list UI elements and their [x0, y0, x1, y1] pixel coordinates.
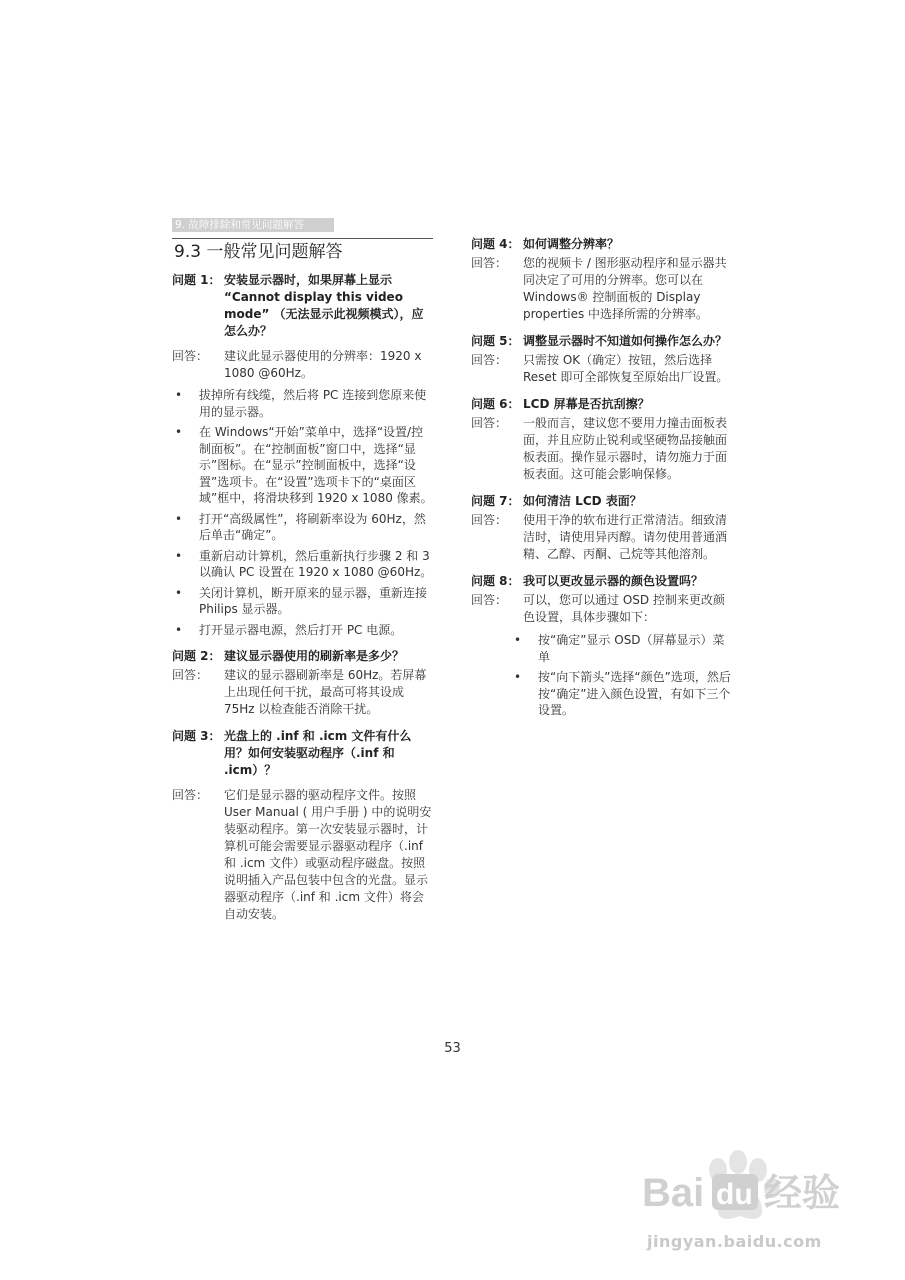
question-label: 问题 5：: [471, 334, 520, 348]
question-8: [471, 573, 733, 590]
left-column: [172, 272, 434, 923]
bullet-icon: •: [514, 670, 522, 684]
answer-8: [471, 592, 733, 626]
question-text: 调整显示器时不知道如何操作怎么办？: [523, 334, 728, 348]
answer-text: 一般而言，建议您不要用力撞击面板表面，并且应防止锐利或坚硬物品接触面板表面。操作显示器时，请勿施力于面板表面。这可能会影响保修。: [523, 416, 728, 481]
answer-label: 回答：: [471, 513, 508, 527]
answer-2: [172, 667, 434, 718]
question-text: 如何调整分辨率？: [523, 237, 620, 251]
question-text: LCD 屏幕是否抗刮擦？: [523, 397, 650, 411]
list-item: • 重新启动计算机，然后重新执行步骤 2 和 3 以确认 PC 设置在 1920 x 1080 @60Hz。: [172, 548, 434, 581]
answer-5: [471, 352, 733, 386]
chapter-tab: 9. 故障排除和常见问题解答: [172, 218, 334, 232]
question-label: 问题 8：: [471, 574, 520, 588]
question-label: 问题 2：: [172, 649, 221, 663]
list-item: • 按“向下箭头”选择“颜色”选项，然后按“确定”进入颜色设置，有如下三个设置。: [511, 669, 733, 719]
bullet-icon: •: [175, 388, 183, 402]
list-item: • 在 Windows“开始”菜单中，选择“设置/控制面板”。在“控制面板”窗口中，选择“显示”图标。在“显示”控制面板中，选择“设置”选项卡。在“设置”选项卡下的“桌面区域”框中，将滑块移到 1920 x 1080 像素。: [172, 424, 434, 507]
answer-label: 回答：: [471, 593, 508, 607]
bullet-icon: •: [175, 622, 183, 637]
question-label: 问题 3：: [172, 729, 221, 743]
question-text: 光盘上的 .inf 和 .icm 文件有什么用？如何安装驱动程序（.inf 和 .icm）？: [224, 729, 412, 777]
page-number: 53: [444, 1041, 461, 1056]
question-label: 问题 1：: [172, 273, 221, 287]
bullet-icon: •: [175, 585, 183, 600]
header-rule: [172, 238, 433, 239]
answer-label: 回答：: [471, 416, 508, 430]
answer-label: 回答：: [471, 256, 508, 270]
answer-7: [471, 512, 733, 563]
answer-text: 它们是显示器的驱动程序文件。按照 User Manual ( 用户手册 ) 中的说明安装驱动程序。第一次安装显示器时，计算机可能会需要显示器驱动程序（.inf 和 .icm 文件）或驱动程序磁盘。按照说明插入产品包装中包含的光盘。显示器驱动程序（.inf 和 .icm 文件）将会自动安装。: [224, 788, 432, 921]
answer-4: [471, 255, 733, 323]
answer-text: 使用干净的软布进行正常清洁。细致清洁时，请使用异丙醇。请勿使用普通酒精、乙醇、丙酮、己烷等其他溶剂。: [523, 513, 728, 561]
logo-text-bai: Bai: [642, 1171, 705, 1214]
question-label: 问题 6：: [471, 397, 520, 411]
list-item: • 打开显示器电源，然后打开 PC 电源。: [172, 622, 434, 639]
watermark-url: jingyan.baidu.com: [647, 1232, 822, 1251]
question-text: 如何清洁 LCD 表面？: [523, 494, 642, 508]
question-6: [471, 396, 733, 413]
answer-3: [172, 787, 434, 923]
question-label: 问题 4：: [471, 237, 520, 251]
section-title: 9.3 一般常见问题解答: [174, 242, 343, 262]
right-column: [471, 236, 733, 723]
answer-label: 回答：: [172, 349, 209, 363]
bullet-icon: •: [514, 633, 522, 647]
question-text: 建议显示器使用的刷新率是多少？: [224, 649, 405, 663]
list-item: • 关闭计算机，断开原来的显示器，重新连接 Philips 显示器。: [172, 585, 434, 618]
question-7: [471, 493, 733, 510]
list-item: • 拔掉所有线缆，然后将 PC 连接到您原来使用的显示器。: [172, 387, 434, 420]
bullet-icon: •: [175, 511, 183, 526]
bullet-icon: •: [175, 425, 183, 439]
question-1: [172, 272, 434, 340]
answer-label: 回答：: [172, 668, 209, 682]
question-label: 问题 7：: [471, 494, 520, 508]
answer-label: 回答：: [172, 788, 209, 802]
question-3: [172, 728, 434, 779]
answer-text: 建议此显示器使用的分辨率：1920 x 1080 @60Hz。: [224, 349, 422, 380]
answer-1: [172, 348, 434, 382]
question-text: 我可以更改显示器的颜色设置吗？: [523, 574, 704, 588]
answer-text: 您的视频卡 / 图形驱动程序和显示器共同决定了可用的分辨率。您可以在 Windows® 控制面板的 Display properties 中选择所需的分辨率。: [523, 256, 727, 321]
question-4: [471, 236, 733, 253]
list-item: • 打开“高级属性”，将刷新率设为 60Hz，然后单击“确定”。: [172, 511, 434, 544]
answer-text: 可以，您可以通过 OSD 控制来更改颜色设置，具体步骤如下：: [523, 593, 725, 624]
answer-text: 建议的显示器刷新率是 60Hz。若屏幕上出现任何干扰，最高可将其设成 75Hz 以检查能否消除干扰。: [224, 668, 427, 716]
answer-label: 回答：: [471, 353, 508, 367]
question-2: [172, 648, 434, 665]
answer-6: [471, 415, 733, 483]
answer-1-steps: [172, 387, 434, 638]
question-text: 安装显示器时，如果屏幕上显示 “Cannot display this video mode” （无法显示此视频模式），应怎么办？: [224, 273, 424, 338]
answer-text: 只需按 OK（确定）按钮，然后选择 Reset 即可全部恢复至原始出厂设置。: [523, 353, 729, 384]
logo-text-jingyan: 经验: [764, 1171, 841, 1214]
baidu-jingyan-logo: [640, 1168, 880, 1214]
answer-8-steps: [511, 632, 733, 719]
bullet-icon: •: [175, 548, 183, 563]
question-5: [471, 333, 733, 350]
logo-text-du: du: [716, 1178, 753, 1211]
list-item: • 按“确定”显示 OSD（屏幕显示）菜单: [511, 632, 733, 665]
